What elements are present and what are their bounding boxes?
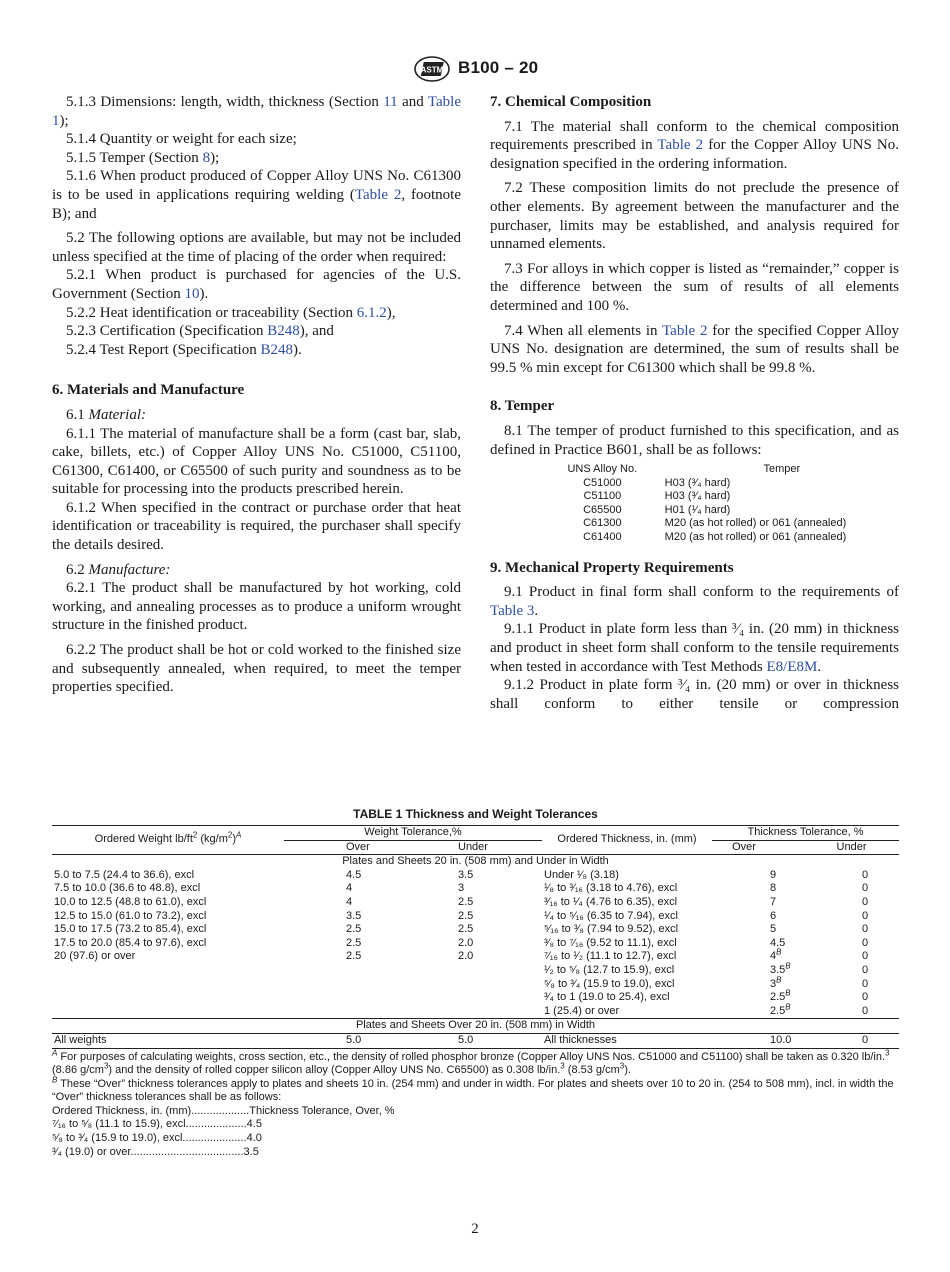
table-cell: [284, 950, 410, 964]
cell-value: 3: [770, 977, 777, 990]
cell-value: 2.5: [346, 923, 362, 936]
table-cell: [804, 869, 899, 883]
link-table-2[interactable]: Table 2: [662, 322, 708, 339]
astm-logo-icon: [413, 56, 451, 82]
table-cell: [542, 950, 712, 964]
table-cell: [804, 896, 899, 910]
table-row: [52, 923, 899, 937]
cell-value: 5: [770, 923, 777, 936]
table-cell: [52, 910, 284, 924]
svg-text:ASTM: ASTM: [420, 65, 444, 75]
cell-value: 0: [862, 991, 869, 1004]
cell-value: 0: [862, 977, 869, 990]
footnote-b-line: ⁷⁄₁₆ to ⁵⁄₈ (11.1 to 15.9), excl....................4.5: [52, 1118, 262, 1131]
table-footnotes: [52, 1047, 899, 1160]
superscript: 3: [885, 1047, 890, 1057]
table-cell: [284, 923, 410, 937]
table-cell: [804, 1005, 899, 1019]
table-cell: [804, 950, 899, 964]
footnote-a: [52, 1047, 899, 1078]
para-6-1-1: 6.1.1 The material of manufacture shall be a form (cast bar, slab, cake, billets, etc.) of Copper Alloy UNS No. C51000, C51100, C61300, C61400, or C65500 of such purity and soundness as to be suitable for processing into the products prescribed herein.: [52, 425, 461, 498]
table-cell: C61300: [583, 517, 622, 530]
column-header-ordered-thickness: Ordered Thickness, in. (mm): [542, 826, 712, 855]
superscript: 3: [619, 1061, 625, 1071]
para-5-2-1: [52, 266, 461, 303]
text: 5.2.3 Certification (Specification: [66, 323, 268, 340]
table-cell: [410, 896, 542, 910]
cell-value: 0: [862, 909, 869, 922]
link-e8-e8m[interactable]: E8/E8M: [766, 658, 818, 675]
table-cell: [52, 978, 284, 992]
text: 5.1.6 When product produced of Copper Alloy UNS No. C61300 is to be used in applications requiring welding (: [52, 168, 461, 203]
temper-table: [540, 463, 899, 545]
table-cell: [542, 978, 712, 992]
table-cell: [712, 910, 804, 924]
para-7-3: 7.3 For alloys in which copper is listed as “remainder,” copper is the difference between the sum of results of all elements determined and 100 %.: [490, 260, 899, 314]
table-cell: 10.0: [712, 1033, 804, 1048]
footnote-mark: B: [776, 947, 782, 957]
column-header-under: Under: [458, 840, 488, 853]
text: 6.1: [66, 406, 89, 423]
footnote-mark: B: [52, 1075, 58, 1085]
table-cell: [284, 978, 410, 992]
cell-value: 2.5: [770, 991, 786, 1004]
right-column: [490, 93, 899, 713]
link-table-2[interactable]: Table 2: [657, 137, 704, 154]
table-cell: [284, 910, 410, 924]
cell-value: 3: [458, 882, 465, 895]
para-8-1: 8.1 The temper of product furnished to this specification, and as defined in Practice B601, shall be as follows:: [490, 422, 899, 458]
table-cell: [52, 896, 284, 910]
cell-value: 4: [770, 950, 777, 963]
table-row: [52, 910, 899, 924]
cell-value: ¹⁄₈ to ³⁄₁₆ (3.18 to 4.76), excl: [544, 882, 678, 895]
cell-value: 3.5: [770, 963, 786, 976]
table-cell: [284, 991, 410, 1005]
para-7-4: [490, 322, 899, 378]
table-cell: [712, 896, 804, 910]
table-cell: [52, 950, 284, 964]
section-heading-7: 7. Chemical Composition: [490, 94, 652, 110]
cell-value: 2.5: [770, 1004, 786, 1017]
cell-value: 4.5: [770, 936, 786, 949]
table-cell: [284, 964, 410, 978]
text: 7.1 The material shall conform to the chemical composition requirements prescribed in: [490, 118, 899, 154]
para-7-1: [490, 118, 899, 174]
table-title: TABLE 1 Thickness and Weight Tolerances: [353, 807, 598, 821]
table-row: [52, 896, 899, 910]
superscript: 3: [103, 1061, 109, 1071]
section-heading-8: 8. Temper: [490, 398, 555, 415]
table-1: [52, 807, 899, 1159]
cell-value: 6: [770, 909, 777, 922]
cell-value: ⁵⁄₁₆ to ³⁄₈ (7.94 to 9.52), excl: [544, 923, 679, 936]
para-9-1-2: 9.1.2 Product in plate form ³⁄₄ in. (20 mm) or over in thickness shall conform to either tensile or compression: [490, 677, 899, 712]
para-5-2-4: [52, 341, 461, 360]
cell-value: 2.0: [458, 950, 474, 963]
standard-designation: B100 – 20: [458, 58, 539, 77]
footnote-mark: B: [785, 1002, 791, 1012]
text: For purposes of calculating weights, cross section, etc., the density of rolled phosphor bronze (Copper Alloy UNS Nos. C51000 and C51100) shall be taken as 0.320 lb/in.: [57, 1050, 886, 1063]
section-label: Plates and Sheets Over 20 in. (508 mm) in Width: [52, 1019, 899, 1034]
cell-value: 17.5 to 20.0 (85.4 to 97.6), excl: [54, 936, 207, 949]
para-5-1-6: [52, 167, 461, 223]
para-7-2: 7.2 These composition limits do not preclude the presence of other elements. By agreement between the manufacturer and the purchaser, limits may be established, and analysis required for unnamed elements.: [490, 180, 899, 253]
para-6-2: [52, 561, 461, 580]
cell-value: 7: [770, 895, 777, 908]
table-row: [540, 477, 899, 491]
table-cell: [410, 882, 542, 896]
table-cell: [52, 869, 284, 883]
cell-value: ¹⁄₄ to ⁵⁄₁₆ (6.35 to 7.94), excl: [544, 909, 678, 922]
table-cell: [410, 937, 542, 951]
table-cell: 5.0: [284, 1033, 410, 1048]
cell-value: 12.5 to 15.0 (61.0 to 73.2), excl: [54, 909, 207, 922]
column-header: Temper: [763, 463, 801, 476]
text: ).: [624, 1064, 631, 1077]
cell-value: 3.5: [346, 909, 362, 922]
column-header: UNS Alloy No.: [567, 463, 638, 476]
link-section-6-1-2[interactable]: 6.1.2: [356, 304, 387, 321]
text: ) and the density of rolled copper silicon alloy (Copper Alloy UNS No. C65500) as 0.308 lb/in.: [108, 1064, 561, 1077]
footnote-mark: B: [776, 974, 782, 984]
link-table-3[interactable]: Table 3: [490, 602, 535, 619]
cell-value: 9: [770, 868, 777, 881]
italic-label: Manufacture:: [88, 561, 171, 578]
table-cell: [804, 923, 899, 937]
table-cell: H03 (³⁄₄ hard): [664, 490, 731, 503]
cell-value: 4: [346, 895, 353, 908]
table-cell: [542, 923, 712, 937]
link-section-11[interactable]: 11: [383, 94, 398, 110]
footnote-mark: A: [52, 1047, 58, 1057]
cell-value: ¹⁄₂ to ⁵⁄₈ (12.7 to 15.9), excl: [544, 963, 675, 976]
para-5-2-2: [52, 304, 461, 323]
superscript: 2: [192, 830, 198, 840]
column-header-over: Over: [346, 840, 370, 853]
table-cell: M20 (as hot rolled) or 061 (annealed): [664, 517, 847, 530]
table-cell: H01 (¹⁄₄ hard): [664, 503, 731, 516]
cell-value: 15.0 to 17.5 (73.2 to 85.4), excl: [54, 923, 207, 936]
text: 5.2.4 Test Report (Specification: [66, 341, 261, 358]
text: ),: [386, 304, 396, 321]
para-9-1-1: [490, 620, 899, 676]
page-header: [0, 56, 950, 82]
table-row: [52, 1033, 899, 1048]
table-row: [52, 869, 899, 883]
table-cell: [712, 961, 804, 978]
cell-value: 0: [862, 1004, 869, 1017]
table-cell: [804, 882, 899, 896]
table-cell: C51000: [583, 476, 622, 489]
para-6-1-2: 6.1.2 When specified in the contract or purchase order that heat identification or traceability is required, the purchaser shall specify the details desired.: [52, 499, 461, 554]
text: );: [210, 149, 220, 166]
text: 7.4 When all elements in: [504, 322, 663, 339]
text: Ordered Weight lb/ft: [94, 833, 193, 846]
table-body: [52, 869, 899, 1019]
text: , footnote B); and: [52, 186, 461, 222]
cell-value: 2.5: [458, 895, 474, 908]
table-row: [52, 882, 899, 896]
table-header-row: [52, 826, 899, 841]
text: );: [59, 112, 69, 129]
cell-value: 4.5: [346, 868, 362, 881]
column-header-under: Under: [836, 840, 867, 853]
link-b248[interactable]: B248: [267, 323, 300, 340]
footnote-mark: B: [785, 988, 791, 998]
para-5-1-5: [52, 149, 461, 168]
cell-value: ³⁄₈ to ⁷⁄₁₆ (9.52 to 11.1), excl: [544, 936, 677, 949]
para-5-2: 5.2 The following options are available, but may not be included unless specified at the time of placing of the order when required:: [52, 230, 461, 265]
link-section-8[interactable]: 8: [202, 149, 211, 166]
table-cell: [804, 910, 899, 924]
table-cell: [410, 923, 542, 937]
text: ).: [199, 285, 209, 302]
cell-value: 5.0 to 7.5 (24.4 to 36.6), excl: [54, 868, 195, 881]
table-cell: [52, 882, 284, 896]
para-9-1: [490, 583, 899, 620]
link-table-2[interactable]: Table 2: [354, 186, 402, 203]
table-cell: [542, 896, 712, 910]
table-cell: All weights: [52, 1033, 284, 1048]
table-cell: C51100: [583, 490, 622, 503]
table-cell: [712, 1002, 804, 1019]
table-row: [52, 1005, 899, 1019]
section-label: Plates and Sheets 20 in. (508 mm) and Under in Width: [52, 855, 899, 869]
table-cell: [410, 1005, 542, 1019]
table-row: [540, 504, 899, 518]
cell-value: 0: [862, 895, 869, 908]
text: ): [232, 833, 237, 846]
text: 9.1 Product in final form shall conform to the requirements of: [504, 584, 899, 601]
footnote-b-line: ³⁄₄ (19.0) or over.....................................3.5: [52, 1145, 259, 1158]
text: and: [397, 94, 428, 110]
section-row: [52, 1019, 899, 1034]
footnote-b: [52, 1075, 899, 1105]
cell-value: 1 (25.4) or over: [544, 1004, 620, 1017]
table-cell: [284, 937, 410, 951]
superscript: 2: [227, 830, 233, 840]
table-row: [52, 937, 899, 951]
section-heading-9: 9. Mechanical Property Requirements: [490, 559, 734, 576]
table-cell: [542, 1005, 712, 1019]
text: 5.1.3 Dimensions: length, width, thickness (Section: [66, 94, 384, 110]
text: 5.2.2 Heat identification or traceability (Section: [66, 304, 357, 321]
cell-value: ³⁄₄ to 1 (19.0 to 25.4), excl: [544, 991, 670, 1004]
table-row: [540, 531, 899, 545]
table-cell: [284, 882, 410, 896]
table-cell: [410, 869, 542, 883]
table-cell: All thicknesses: [542, 1033, 712, 1048]
cell-value: ⁵⁄₈ to ³⁄₄ (15.9 to 19.0), excl: [544, 977, 675, 990]
table-cell: C61400: [583, 531, 622, 544]
link-table-1[interactable]: Table 1: [52, 94, 461, 129]
table-cell: [542, 964, 712, 978]
table-cell: [284, 869, 410, 883]
cell-value: 0: [862, 882, 869, 895]
left-column: [52, 93, 461, 697]
cell-value: ⁷⁄₁₆ to ¹⁄₂ (11.1 to 12.7), excl: [544, 950, 677, 963]
table-cell: [284, 896, 410, 910]
table-cell: [804, 964, 899, 978]
para-6-2-1: 6.2.1 The product shall be manufactured by hot working, cold working, and annealing processes as to produce a uniform wrought structure in the finished product.: [52, 580, 461, 634]
cell-value: Under ¹⁄₈ (3.18): [544, 868, 619, 881]
cell-value: 0: [862, 923, 869, 936]
cell-value: 0: [862, 868, 869, 881]
text: ).: [292, 341, 302, 358]
table-cell: [542, 869, 712, 883]
para-5-1-3: [52, 93, 461, 130]
text: (8.53 g/cm: [564, 1064, 620, 1077]
table-cell: [284, 1005, 410, 1019]
text: 5.2.1 When product is purchased for agencies of the U.S. Government (Section: [52, 267, 461, 302]
table-row: [52, 991, 899, 1005]
column-header-over: Over: [732, 840, 756, 853]
text: for the Copper Alloy UNS No. designation specified in the ordering information.: [490, 137, 899, 172]
table-cell: [542, 991, 712, 1005]
text: for the specified Copper Alloy UNS No. designation are determined, the sum of results shall be 99.5 % min except for C61300 which shall be 99.8 %.: [490, 322, 899, 376]
table-row: [52, 964, 899, 978]
table-cell: 5.0: [410, 1033, 542, 1048]
cell-value: 2.0: [458, 936, 474, 949]
table-cell: [542, 882, 712, 896]
para-5-2-3: [52, 322, 461, 341]
para-6-1: [52, 406, 461, 425]
cell-value: 7.5 to 10.0 (36.6 to 48.8), excl: [54, 882, 201, 895]
table-cell: [410, 910, 542, 924]
text: These “Over” thickness tolerances apply to plates and sheets 10 in. (254 mm) and under in width. For plates and sheets over 10 to 20 in. (254 to 508 mm), incl. in width the “Over” thickness tolerances shall be as follows:: [52, 1077, 894, 1104]
cell-value: ³⁄₁₆ to ¹⁄₄ (4.76 to 6.35), excl: [544, 895, 678, 908]
table-cell: H03 (³⁄₄ hard): [664, 476, 731, 489]
table-cell: 0: [804, 1033, 899, 1048]
table-cell: M20 (as hot rolled) or 061 (annealed): [664, 531, 847, 544]
tolerance-table: [52, 825, 899, 1049]
section-heading-6: 6. Materials and Manufacture: [52, 382, 245, 399]
text: 9.1.1 Product in plate form less than ³⁄₄ in. (20 mm) in thickness and product in sheet form shall conform to the tensile requirements when tested in accordance with Test Methods: [490, 621, 899, 675]
cell-value: 0: [862, 950, 869, 963]
table-cell: [804, 991, 899, 1005]
link-b248[interactable]: B248: [260, 341, 293, 358]
column-header-thickness-tolerance: Thickness Tolerance, %: [712, 826, 899, 841]
cell-value: 8: [770, 882, 777, 895]
table-row: [52, 978, 899, 992]
text: .: [534, 602, 539, 619]
text: .: [817, 658, 822, 675]
cell-value: 0: [862, 936, 869, 949]
text: ), and: [299, 323, 334, 340]
table-cell: [542, 910, 712, 924]
italic-label: Material:: [88, 406, 146, 423]
table-row: [52, 950, 899, 964]
table-cell: [410, 950, 542, 964]
table-cell: [52, 937, 284, 951]
table-cell: [712, 923, 804, 937]
cell-value: 0: [862, 963, 869, 976]
table-cell: [712, 937, 804, 951]
table-cell: [52, 1005, 284, 1019]
cell-value: 3.5: [458, 868, 474, 881]
text: 5.1.5 Temper (Section: [66, 149, 203, 166]
table-cell: [52, 923, 284, 937]
cell-value: 2.5: [346, 950, 362, 963]
column-header-ordered-weight: [52, 826, 284, 855]
cell-value: 2.5: [458, 923, 474, 936]
table-header-row: [540, 463, 899, 477]
table-row: [540, 490, 899, 504]
footnote-b-line: ⁵⁄₈ to ³⁄₄ (15.9 to 19.0), excl.....................4.0: [52, 1132, 262, 1145]
table-cell: [542, 937, 712, 951]
para-5-1-4: 5.1.4 Quantity or weight for each size;: [66, 131, 297, 148]
footnote-mark: A: [236, 830, 242, 840]
cell-value: 2.5: [458, 909, 474, 922]
table-cell: [410, 964, 542, 978]
page-number: 2: [471, 1221, 479, 1237]
table-cell: [410, 978, 542, 992]
column-header-weight-tolerance: Weight Tolerance,%: [284, 826, 542, 841]
table-cell: [52, 991, 284, 1005]
cell-value: 20 (97.6) or over: [54, 950, 136, 963]
table-cell: [52, 964, 284, 978]
cell-value: 2.5: [346, 936, 362, 949]
table-cell: [804, 978, 899, 992]
cell-value: 4: [346, 882, 353, 895]
table-cell: [804, 937, 899, 951]
link-section-10[interactable]: 10: [184, 285, 200, 302]
text: 6.2: [66, 561, 89, 578]
footnote-b-line: Ordered Thickness, in. (mm)...................Thickness Tolerance, Over, %: [52, 1104, 395, 1117]
table-cell: [410, 991, 542, 1005]
superscript: 3: [560, 1061, 565, 1071]
text: (8.86 g/cm: [52, 1064, 104, 1077]
para-6-2-2: 6.2.2 The product shall be hot or cold worked to the finished size and subsequently annealed, when required, to meet the temper properties specified.: [52, 642, 461, 696]
cell-value: 10.0 to 12.5 (48.8 to 61.0), excl: [54, 895, 207, 908]
table-cell: [712, 882, 804, 896]
text: (kg/m: [197, 833, 228, 846]
table-row: [540, 517, 899, 531]
table-cell: C65500: [583, 503, 622, 516]
footnote-mark: B: [785, 961, 791, 971]
table-cell: [712, 869, 804, 883]
section-row: [52, 855, 899, 869]
